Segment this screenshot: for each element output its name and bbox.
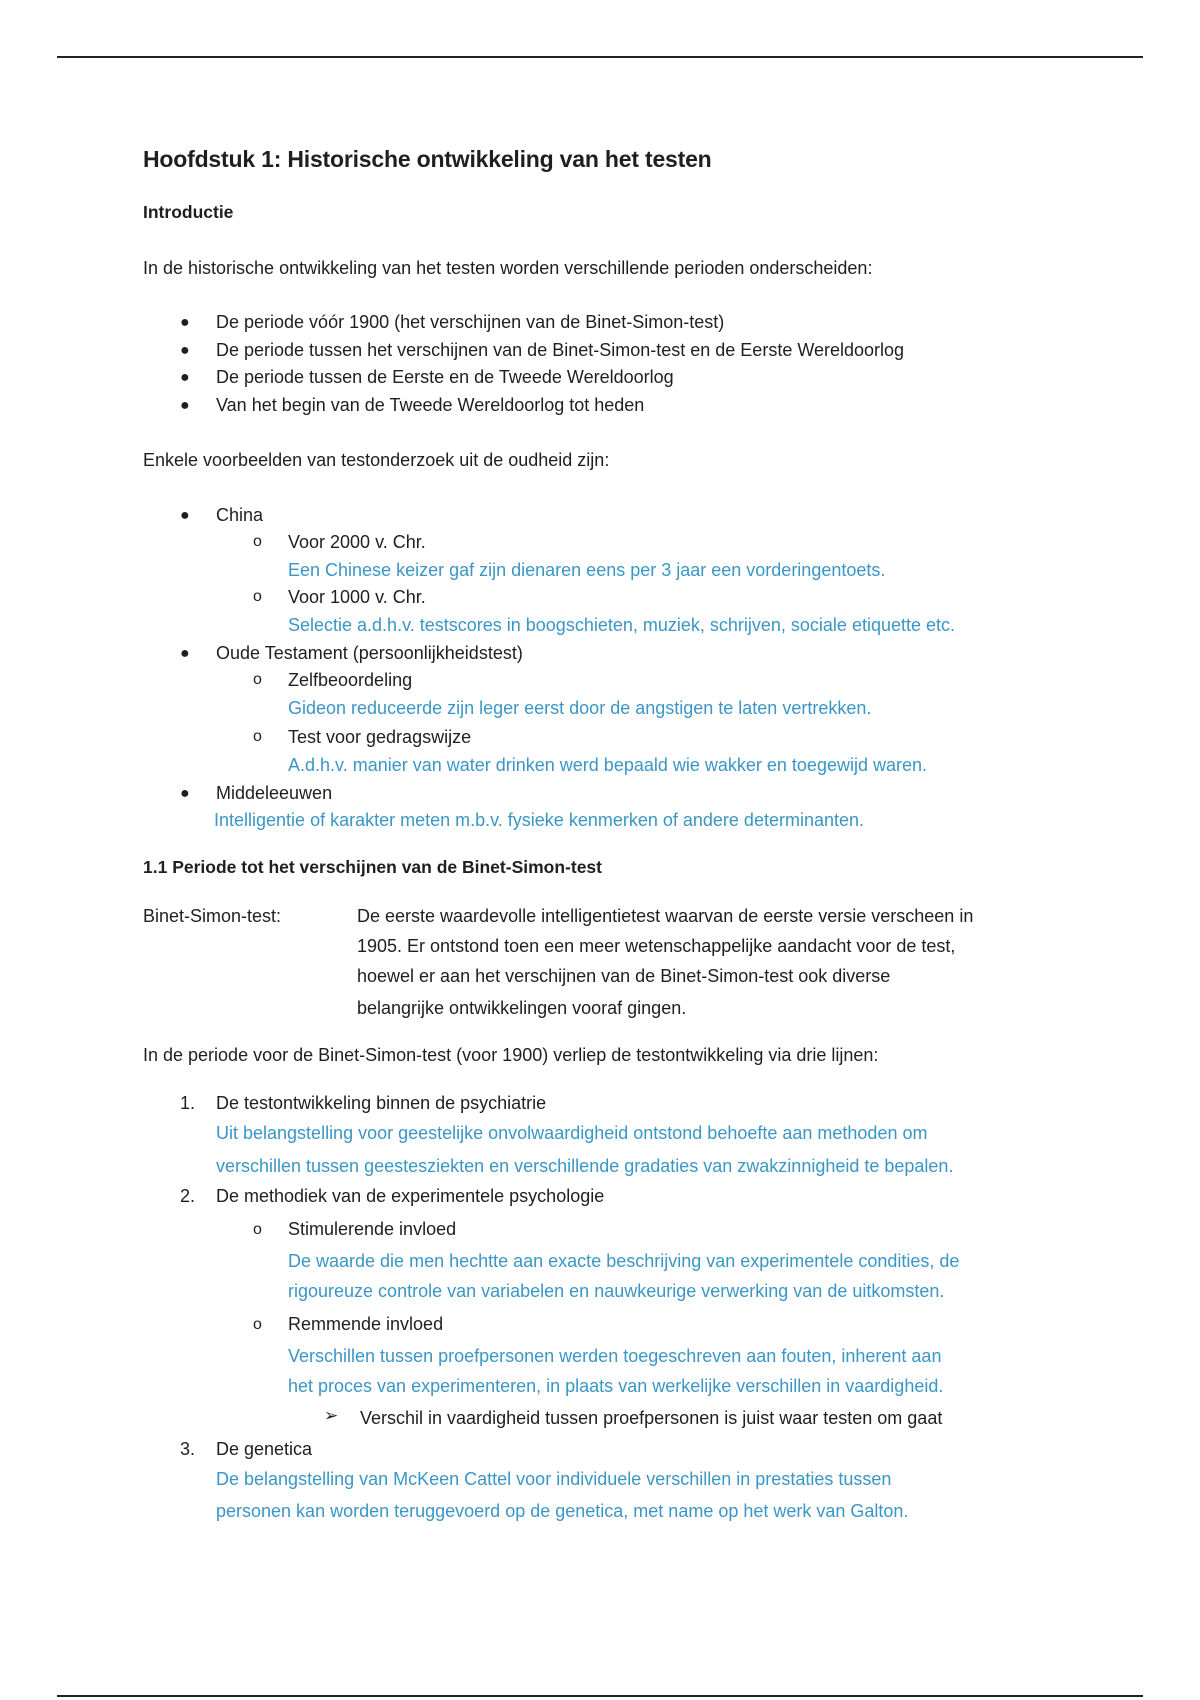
arrow-bullet-icon: ➢ xyxy=(324,1406,339,1425)
example-note: Gideon reduceerde zijn leger eerst door de angstigen te laten vertrekken. xyxy=(288,698,872,718)
intro-text: In de historische ontwikkeling van het testen worden verschillende perioden onderscheiden: xyxy=(143,258,873,278)
example-oude-testament: Oude Testament (persoonlijkheidstest) xyxy=(216,643,523,663)
definition-line: 1905. Er ontstond toen een meer wetenschappelijke aandacht voor de test, xyxy=(357,936,956,956)
example-middeleeuwen: Middeleeuwen xyxy=(216,783,333,803)
example-china: China xyxy=(216,505,264,525)
period-item: De periode tussen het verschijnen van de Binet-Simon-test en de Eerste Wereldoorlog xyxy=(216,340,905,360)
definition-term: Binet-Simon-test: xyxy=(143,906,282,926)
circle-bullet-icon: o xyxy=(253,728,262,745)
bullet-icon: ● xyxy=(180,342,190,359)
section-heading: 1.1 Periode tot het verschijnen van de Binet-Simon-test xyxy=(143,857,602,877)
line-sub-item: Stimulerende invloed xyxy=(288,1219,457,1239)
definition-line: belangrijke ontwikkelingen vooraf gingen. xyxy=(357,998,687,1018)
line-item-note: personen kan worden teruggevoerd op de genetica, met name op het werk van Galton. xyxy=(216,1501,909,1521)
line-item-note: De belangstelling van McKeen Cattel voor individuele verschillen in prestaties tussen xyxy=(216,1469,892,1489)
definition-line: De eerste waardevolle intelligentietest waarvan de eerste versie verscheen in xyxy=(357,906,974,926)
period-item: De periode vóór 1900 (het verschijnen van de Binet-Simon-test) xyxy=(216,312,725,332)
arrow-point: Verschil in vaardigheid tussen proefpersonen is juist waar testen om gaat xyxy=(360,1408,943,1428)
bullet-icon: ● xyxy=(180,507,190,524)
bullet-icon: ● xyxy=(180,645,190,662)
period-item: De periode tussen de Eerste en de Tweede Wereldoorlog xyxy=(216,367,674,387)
example-note: Selectie a.d.h.v. testscores in boogschieten, muziek, schrijven, sociale etiquette etc. xyxy=(288,615,956,635)
example-note: A.d.h.v. manier van water drinken werd bepaald wie wakker en toegewijd waren. xyxy=(288,755,927,775)
circle-bullet-icon: o xyxy=(253,1316,262,1333)
lines-intro: In de periode voor de Binet-Simon-test (voor 1900) verliep de testontwikkeling via drie lijnen: xyxy=(143,1045,879,1065)
example-note: Een Chinese keizer gaf zijn dienaren eens per 3 jaar een vorderingentoets. xyxy=(288,560,886,580)
item-number: 2. xyxy=(180,1186,196,1206)
line-item: De genetica xyxy=(216,1439,313,1459)
item-number: 1. xyxy=(180,1093,196,1113)
footer-rule xyxy=(57,1695,1143,1697)
intro-heading: Introductie xyxy=(143,202,234,222)
line-item-note: verschillen tussen geestesziekten en verschillende gradaties van zwakzinnigheid te bepalen. xyxy=(216,1156,954,1176)
circle-bullet-icon: o xyxy=(253,588,262,605)
period-item: Van het begin van de Tweede Wereldoorlog tot heden xyxy=(216,395,645,415)
bullet-icon: ● xyxy=(180,785,190,802)
bullet-icon: ● xyxy=(180,397,190,414)
line-sub-item: Remmende invloed xyxy=(288,1314,444,1334)
bullet-icon: ● xyxy=(180,369,190,386)
example-note: Intelligentie of karakter meten m.b.v. fysieke kenmerken of andere determinanten. xyxy=(214,810,865,830)
bullet-icon: ● xyxy=(180,314,190,331)
line-sub-note: De waarde die men hechtte aan exacte beschrijving van experimentele condities, de xyxy=(288,1251,960,1271)
line-item: De methodiek van de experimentele psychologie xyxy=(216,1186,605,1206)
example-sub-item: Voor 2000 v. Chr. xyxy=(288,532,426,552)
definition-line: hoewel er aan het verschijnen van de Binet-Simon-test ook diverse xyxy=(357,966,891,986)
line-sub-note: Verschillen tussen proefpersonen werden toegeschreven aan fouten, inherent aan xyxy=(288,1346,942,1366)
example-sub-item: Test voor gedragswijze xyxy=(288,727,472,747)
circle-bullet-icon: o xyxy=(253,671,262,688)
item-number: 3. xyxy=(180,1439,196,1459)
chapter-title: Hoofdstuk 1: Historische ontwikkeling van het testen xyxy=(143,146,712,172)
line-sub-note: rigoureuze controle van variabelen en nauwkeurige verwerking van de uitkomsten. xyxy=(288,1281,945,1301)
line-item: De testontwikkeling binnen de psychiatrie xyxy=(216,1093,547,1113)
line-sub-note: het proces van experimenteren, in plaats van werkelijke verschillen in vaardigheid. xyxy=(288,1376,944,1396)
example-sub-item: Zelfbeoordeling xyxy=(288,670,413,690)
header-rule xyxy=(57,56,1143,58)
circle-bullet-icon: o xyxy=(253,1221,262,1238)
example-sub-item: Voor 1000 v. Chr. xyxy=(288,587,426,607)
circle-bullet-icon: o xyxy=(253,533,262,550)
examples-intro: Enkele voorbeelden van testonderzoek uit de oudheid zijn: xyxy=(143,450,610,470)
line-item-note: Uit belangstelling voor geestelijke onvolwaardigheid ontstond behoefte aan methoden om xyxy=(216,1123,928,1143)
